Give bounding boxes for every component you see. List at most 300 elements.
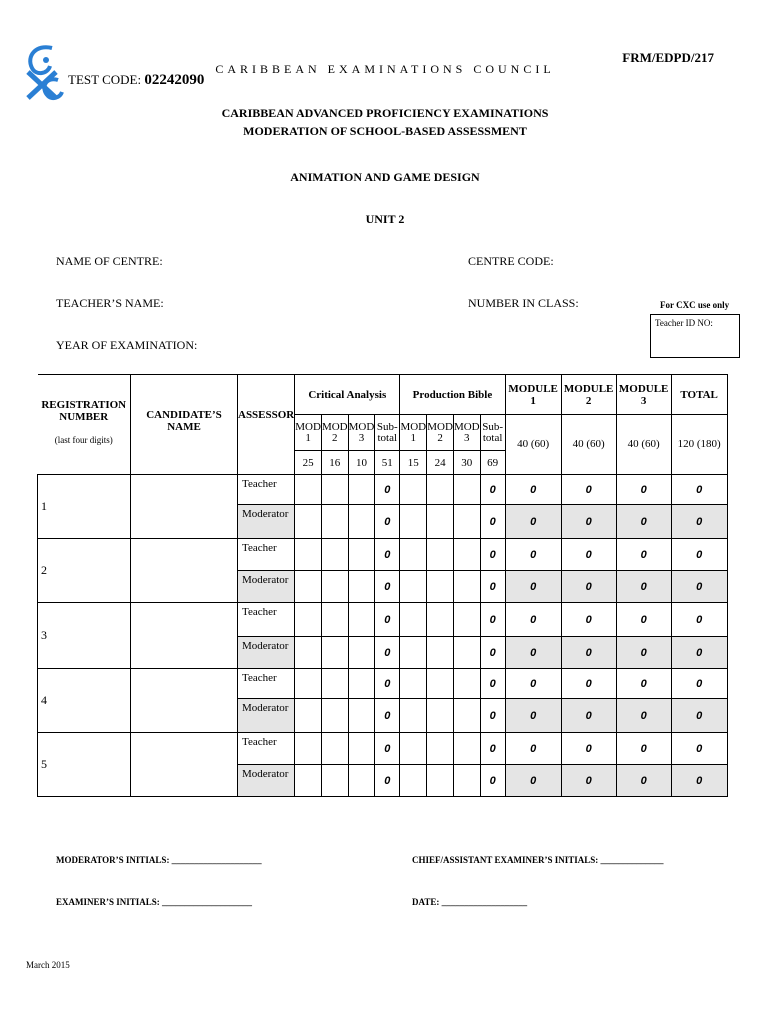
mark-input-cell[interactable] (427, 637, 454, 669)
moderator-label: Moderator (242, 574, 289, 586)
module-score-cell (561, 765, 616, 797)
module-score-cell (505, 603, 561, 637)
assessor-moderator (238, 765, 295, 797)
ca-max-3 (348, 451, 375, 475)
subtotal-cell (480, 571, 505, 603)
total-score-cell (671, 733, 727, 765)
registration-number-cell[interactable] (38, 475, 131, 539)
total-header: TOTAL (671, 375, 727, 415)
module-score-cell (561, 475, 616, 505)
row-number: 5 (41, 757, 47, 771)
score-zero: 0 (384, 774, 391, 787)
score-zero: 0 (640, 646, 647, 659)
module-score-cell (505, 733, 561, 765)
candidate-name-header: CANDIDATE’S NAME (131, 375, 238, 475)
mark-input-cell[interactable] (400, 637, 427, 669)
mark-input-cell[interactable] (453, 571, 480, 603)
module-max-value: 40 (60) (627, 438, 660, 450)
mark-input-cell[interactable] (400, 733, 427, 765)
moderation-title: MODERATION OF SCHOOL-BASED ASSESSMENT (243, 124, 527, 138)
moderator-label: Moderator (242, 702, 289, 714)
revision-date: March 2015 (26, 960, 70, 970)
ca-subtotal-header (375, 415, 400, 451)
mark-input-cell[interactable] (427, 733, 454, 765)
score-zero: 0 (640, 774, 647, 787)
subtotal-cell (375, 475, 400, 505)
mark-input-cell[interactable] (453, 475, 480, 505)
critical-analysis-header: Critical Analysis (295, 375, 400, 415)
score-zero: 0 (384, 548, 391, 561)
mark-input-cell[interactable] (400, 765, 427, 797)
subtotal-cell (375, 603, 400, 637)
total-score-cell (671, 505, 727, 539)
module2-header: MODULE 2 (561, 375, 616, 415)
score-zero: 0 (585, 677, 592, 690)
teacher-label: Teacher (242, 478, 277, 490)
score-zero: 0 (530, 548, 537, 561)
total-score-cell (671, 637, 727, 669)
mark-input-cell[interactable] (348, 603, 375, 637)
candidate-name-cell[interactable] (131, 475, 238, 539)
score-zero: 0 (489, 613, 496, 626)
score-zero: 0 (585, 580, 592, 593)
score-zero: 0 (530, 677, 537, 690)
module-max-value: 40 (60) (572, 438, 605, 450)
score-zero: 0 (640, 580, 647, 593)
score-zero: 0 (640, 515, 647, 528)
pb-max-2 (427, 451, 454, 475)
score-zero: 0 (696, 515, 703, 528)
mark-input-cell[interactable] (348, 699, 375, 733)
score-zero: 0 (530, 774, 537, 787)
mark-input-cell[interactable] (427, 699, 454, 733)
ca-max-value: 51 (381, 456, 393, 469)
module3-header: MODULE 3 (616, 375, 671, 415)
pb-subtotal-header (480, 415, 505, 451)
row-number: 1 (41, 499, 47, 513)
subtotal-label: total (377, 431, 398, 444)
year-label: YEAR OF EXAMINATION: (56, 338, 198, 352)
mark-input-cell[interactable] (453, 505, 480, 539)
mark-input-cell[interactable] (427, 505, 454, 539)
module-score-cell (616, 539, 671, 571)
score-zero: 0 (640, 709, 647, 722)
subtotal-cell (375, 539, 400, 571)
subtotal-cell (480, 765, 505, 797)
form-number: FRM/EDPD/217 (622, 50, 714, 65)
score-zero: 0 (384, 613, 391, 626)
subtotal-cell (375, 733, 400, 765)
module-score-cell (505, 699, 561, 733)
subtotal-cell (375, 571, 400, 603)
mark-input-cell[interactable] (453, 765, 480, 797)
candidate-name-cell[interactable] (131, 733, 238, 797)
score-zero: 0 (489, 709, 496, 722)
mark-input-cell[interactable] (348, 475, 375, 505)
score-zero: 0 (585, 483, 592, 496)
mod-label: MOD (427, 420, 453, 433)
pb-mod-1-header (400, 415, 427, 451)
subtotal-cell (480, 505, 505, 539)
pb-max-value: 24 (434, 456, 446, 469)
total-score-cell (671, 539, 727, 571)
module-score-cell (616, 765, 671, 797)
mark-input-cell[interactable] (400, 475, 427, 505)
score-zero: 0 (585, 515, 592, 528)
module-max-value: 120 (180) (677, 438, 721, 450)
module-score-cell (505, 475, 561, 505)
module-score-cell (561, 699, 616, 733)
pb-max-value: 69 (487, 456, 499, 469)
score-zero: 0 (384, 646, 391, 659)
score-zero: 0 (384, 580, 391, 593)
ca-max-value: 25 (302, 456, 314, 469)
score-zero: 0 (530, 646, 537, 659)
score-zero: 0 (530, 742, 537, 755)
score-zero: 0 (585, 709, 592, 722)
module-max-3 (616, 415, 671, 475)
pb-mod-3-header (453, 415, 480, 451)
module-score-cell (616, 669, 671, 699)
mark-input-cell[interactable] (400, 571, 427, 603)
mod-number: 1 (410, 431, 417, 444)
assessor-teacher (238, 669, 295, 699)
registration-number-cell[interactable] (38, 733, 131, 797)
score-zero: 0 (696, 774, 703, 787)
exam-title: CARIBBEAN ADVANCED PROFICIENCY EXAMINATIONS (221, 106, 549, 120)
score-zero: 0 (640, 613, 647, 626)
assessor-moderator (238, 637, 295, 669)
moderator-label: Moderator (242, 768, 289, 780)
score-zero: 0 (640, 742, 647, 755)
module-score-cell (561, 571, 616, 603)
score-zero: 0 (530, 483, 537, 496)
assessor-moderator (238, 505, 295, 539)
mark-input-cell[interactable] (400, 505, 427, 539)
candidate-name-cell[interactable] (131, 603, 238, 669)
subtotal-cell (480, 539, 505, 571)
mark-input-cell[interactable] (453, 637, 480, 669)
mark-input-cell[interactable] (321, 765, 348, 797)
subject-title: ANIMATION AND GAME DESIGN (290, 170, 480, 184)
ca-mod-1-header (295, 415, 322, 451)
module-score-cell (505, 539, 561, 571)
mark-input-cell[interactable] (321, 699, 348, 733)
module-score-cell (505, 571, 561, 603)
mark-input-cell[interactable] (348, 733, 375, 765)
score-zero: 0 (640, 548, 647, 561)
mark-input-cell[interactable] (295, 539, 322, 571)
teacher-label: Teacher (242, 542, 277, 554)
registration-number-cell[interactable] (38, 669, 131, 733)
module-max-value: 40 (60) (517, 438, 550, 450)
score-zero: 0 (489, 742, 496, 755)
mark-input-cell[interactable] (321, 571, 348, 603)
subtotal-label: Sub- (482, 420, 504, 433)
moderator-initials: MODERATOR’S INITIALS: ____________________ (56, 855, 262, 865)
unit-title: UNIT 2 (365, 212, 405, 226)
ca-mod-2-header (321, 415, 348, 451)
mark-input-cell[interactable] (427, 475, 454, 505)
table-row (38, 669, 728, 699)
score-zero: 0 (384, 742, 391, 755)
cxc-use-note: For CXC use only (660, 300, 730, 310)
score-zero: 0 (696, 646, 703, 659)
mod-label: MOD (348, 420, 375, 433)
module-score-cell (616, 571, 671, 603)
candidate-name-cell[interactable] (131, 669, 238, 733)
pb-max-value: 30 (461, 456, 473, 469)
total-score-cell (671, 669, 727, 699)
pb-max-3 (453, 451, 480, 475)
mark-input-cell[interactable] (321, 505, 348, 539)
examiner-initials: EXAMINER’S INITIALS: ____________________ (56, 897, 253, 907)
score-zero: 0 (489, 677, 496, 690)
moderator-label: Moderator (242, 640, 289, 652)
score-zero: 0 (640, 483, 647, 496)
teacher-label: Teacher (242, 736, 277, 748)
subtotal-label: Sub- (376, 420, 398, 433)
subtotal-cell (480, 669, 505, 699)
teacher-id-field[interactable] (650, 314, 740, 358)
module1-header: MODULE 1 (505, 375, 561, 415)
score-zero: 0 (585, 646, 592, 659)
mark-input-cell[interactable] (348, 669, 375, 699)
pb-max-value: 15 (407, 456, 419, 469)
subtotal-cell (375, 505, 400, 539)
moderator-label: Moderator (242, 508, 289, 520)
production-bible-header: Production Bible (400, 375, 505, 415)
score-zero: 0 (696, 483, 703, 496)
pb-mod-2-header (427, 415, 454, 451)
assessor-teacher (238, 539, 295, 571)
ca-max-2 (321, 451, 348, 475)
total-score-cell (671, 475, 727, 505)
mod-number: 1 (305, 431, 311, 444)
module-max-2 (561, 415, 616, 475)
mod-label: MOD (295, 420, 321, 433)
chief-examiner-initials: CHIEF/ASSISTANT EXAMINER’S INITIALS: ______________ (412, 855, 664, 865)
module-score-cell (561, 539, 616, 571)
subtotal-cell (480, 699, 505, 733)
module-score-cell (616, 733, 671, 765)
mod-number: 2 (437, 431, 443, 444)
score-zero: 0 (585, 774, 592, 787)
mark-input-cell[interactable] (321, 475, 348, 505)
subtotal-cell (375, 637, 400, 669)
module-score-cell (505, 765, 561, 797)
mark-input-cell[interactable] (295, 505, 322, 539)
mark-input-cell[interactable] (295, 765, 322, 797)
module-score-cell (561, 669, 616, 699)
score-zero: 0 (384, 515, 391, 528)
score-zero: 0 (384, 483, 391, 496)
score-zero: 0 (489, 515, 496, 528)
score-zero: 0 (696, 742, 703, 755)
ca-mod-3-header (348, 415, 375, 451)
score-zero: 0 (530, 515, 537, 528)
module-score-cell (505, 505, 561, 539)
module-score-cell (505, 637, 561, 669)
subtotal-cell (375, 765, 400, 797)
centre-name-label: NAME OF CENTRE: (56, 254, 163, 268)
mark-input-cell[interactable] (453, 603, 480, 637)
mark-input-cell[interactable] (453, 699, 480, 733)
module-score-cell (505, 669, 561, 699)
module-score-cell (561, 505, 616, 539)
score-zero: 0 (585, 548, 592, 561)
reg-number-header (38, 375, 131, 475)
mark-input-cell[interactable] (400, 603, 427, 637)
mark-input-cell[interactable] (427, 603, 454, 637)
module-score-cell (616, 637, 671, 669)
module-score-cell (616, 699, 671, 733)
module-score-cell (561, 637, 616, 669)
module-score-cell (616, 603, 671, 637)
candidate-name-cell[interactable] (131, 539, 238, 603)
row-number: 4 (41, 693, 47, 707)
subtotal-cell (480, 475, 505, 505)
council-name: CARIBBEAN EXAMINATIONS COUNCIL (215, 62, 555, 76)
test-code-label: TEST CODE: (68, 72, 142, 87)
number-in-class-label: NUMBER IN CLASS: (468, 296, 579, 310)
mod-number: 3 (464, 431, 470, 444)
pb-max-1 (400, 451, 427, 475)
pb-max-4 (480, 451, 505, 475)
mod-label: MOD (400, 420, 427, 433)
mark-input-cell[interactable] (348, 637, 375, 669)
ca-max-4 (375, 451, 400, 475)
mark-input-cell[interactable] (295, 669, 322, 699)
score-zero: 0 (696, 548, 703, 561)
mark-input-cell[interactable] (321, 733, 348, 765)
registration-number-cell[interactable] (38, 539, 131, 603)
score-zero: 0 (384, 709, 391, 722)
score-zero: 0 (696, 580, 703, 593)
mark-input-cell[interactable] (321, 603, 348, 637)
subtotal-cell (375, 699, 400, 733)
score-zero: 0 (640, 677, 647, 690)
mark-input-cell[interactable] (453, 539, 480, 571)
mark-input-cell[interactable] (321, 637, 348, 669)
table-row (38, 475, 728, 505)
registration-number-cell[interactable] (38, 603, 131, 669)
assessor-teacher (238, 603, 295, 637)
mark-input-cell[interactable] (295, 637, 322, 669)
total-score-cell (671, 699, 727, 733)
score-zero: 0 (530, 709, 537, 722)
assessor-teacher (238, 733, 295, 765)
mark-input-cell[interactable] (295, 571, 322, 603)
mark-input-cell[interactable] (427, 669, 454, 699)
test-code-value: 02242090 (144, 72, 205, 88)
module-max-1 (505, 415, 561, 475)
teacher-label: Teacher (242, 606, 277, 618)
table-row (38, 733, 728, 765)
mark-input-cell[interactable] (321, 669, 348, 699)
score-zero: 0 (530, 580, 537, 593)
score-zero: 0 (696, 677, 703, 690)
score-zero: 0 (489, 774, 496, 787)
score-zero: 0 (585, 613, 592, 626)
assessor-moderator (238, 699, 295, 733)
mark-input-cell[interactable] (295, 603, 322, 637)
mod-number: 3 (358, 431, 365, 444)
mark-input-cell[interactable] (295, 475, 322, 505)
mark-input-cell[interactable] (427, 539, 454, 571)
score-zero: 0 (489, 646, 496, 659)
total-score-cell (671, 603, 727, 637)
subtotal-cell (480, 733, 505, 765)
score-zero: 0 (530, 613, 537, 626)
mark-input-cell[interactable] (295, 699, 322, 733)
mark-input-cell[interactable] (427, 571, 454, 603)
assessor-teacher (238, 475, 295, 505)
ca-max-1 (295, 451, 322, 475)
reg-number-title: REGISTRATION NUMBER (41, 399, 127, 423)
mark-input-cell[interactable] (453, 669, 480, 699)
mark-input-cell[interactable] (400, 669, 427, 699)
ca-max-value: 10 (355, 456, 367, 469)
score-zero: 0 (489, 483, 496, 496)
row-number: 2 (41, 563, 47, 577)
centre-code-label: CENTRE CODE: (468, 254, 554, 268)
teacher-name-label: TEACHER’S NAME: (56, 296, 164, 310)
module-score-cell (616, 475, 671, 505)
module-score-cell (561, 733, 616, 765)
mark-input-cell[interactable] (348, 539, 375, 571)
score-zero: 0 (696, 613, 703, 626)
mark-input-cell[interactable] (453, 733, 480, 765)
module-max-4 (671, 415, 727, 475)
total-score-cell (671, 571, 727, 603)
subtotal-cell (480, 603, 505, 637)
mod-label: MOD (453, 420, 480, 433)
score-zero: 0 (696, 709, 703, 722)
mark-input-cell[interactable] (348, 765, 375, 797)
module-score-cell (616, 505, 671, 539)
subtotal-cell (375, 669, 400, 699)
mod-number: 2 (332, 431, 338, 444)
mark-input-cell[interactable] (321, 539, 348, 571)
row-number: 3 (41, 628, 47, 642)
score-zero: 0 (489, 580, 496, 593)
mark-input-cell[interactable] (348, 571, 375, 603)
table-row (38, 539, 728, 571)
mark-input-cell[interactable] (400, 699, 427, 733)
date-field: DATE: ___________________ (412, 897, 528, 907)
assessor-moderator (238, 571, 295, 603)
module-score-cell (561, 603, 616, 637)
mod-label: MOD (321, 420, 348, 433)
ca-max-value: 16 (329, 456, 341, 469)
mark-input-cell[interactable] (295, 733, 322, 765)
mark-input-cell[interactable] (400, 539, 427, 571)
total-score-cell (671, 765, 727, 797)
teacher-id-label: Teacher ID NO: (655, 318, 713, 328)
reg-number-note: (last four digits) (54, 435, 113, 445)
moderation-table (37, 374, 728, 797)
teacher-label: Teacher (242, 672, 277, 684)
subtotal-cell (480, 637, 505, 669)
table-row (38, 603, 728, 637)
score-zero: 0 (585, 742, 592, 755)
mark-input-cell[interactable] (348, 505, 375, 539)
score-zero: 0 (384, 677, 391, 690)
assessor-header: ASSESSOR (238, 375, 295, 475)
subtotal-label: total (482, 431, 503, 444)
mark-input-cell[interactable] (427, 765, 454, 797)
